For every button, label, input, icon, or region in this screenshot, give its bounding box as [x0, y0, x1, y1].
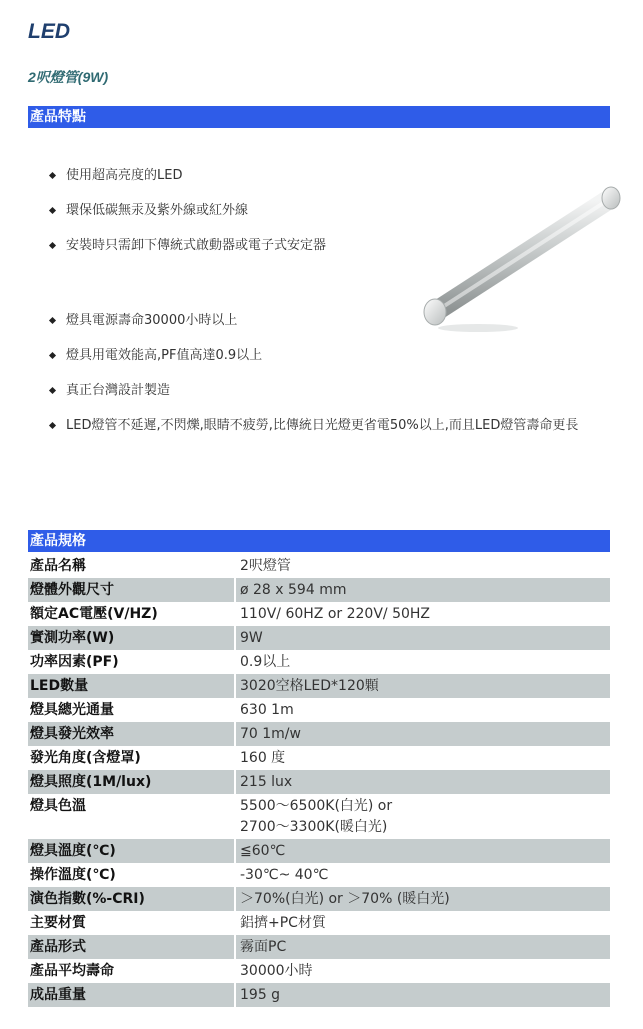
spec-value: ø 28 x 594 mm: [240, 582, 347, 598]
spec-label: LED數量: [28, 674, 236, 698]
spec-label: 成品重量: [28, 983, 236, 1007]
spec-row: [28, 602, 610, 626]
spec-row: [28, 863, 610, 887]
spec-row: [28, 578, 610, 602]
spec-label: 操作溫度(℃): [28, 863, 236, 887]
spec-label: 功率因素(PF): [28, 650, 236, 674]
spec-row: [28, 770, 610, 794]
spec-value: ≦60℃: [240, 843, 286, 859]
feature-text: 環保低碳無汞及紫外線或紅外線: [66, 203, 249, 218]
spec-label: 額定AC電壓(V/HZ): [28, 602, 236, 626]
spec-value: 5500～6500K(白光) or 2700～3300K(暖白光): [240, 798, 393, 835]
spec-label: 燈具照度(1M/lux): [28, 770, 236, 794]
diamond-bullet-icon: [49, 422, 56, 429]
spec-value: 9W: [240, 630, 263, 646]
spec-table: [28, 554, 610, 1007]
spec-value: 630 1m: [240, 702, 294, 718]
spec-label: 產品形式: [28, 935, 236, 959]
spec-row: [28, 722, 610, 746]
spec-row: [28, 935, 610, 959]
page-title: LED: [28, 20, 70, 43]
feature-item: [50, 416, 625, 435]
spec-row: [28, 674, 610, 698]
spec-row: [28, 698, 610, 722]
spec-row: [28, 626, 610, 650]
spec-value: 2呎燈管: [240, 558, 291, 574]
spec-label: 燈具總光通量: [28, 698, 236, 722]
spec-row: [28, 794, 610, 839]
page-subtitle: 2呎燈管(9W): [28, 69, 109, 85]
led-tube-product-image: [418, 178, 628, 338]
spec-label: 燈具發光效率: [28, 722, 236, 746]
spec-value: -30℃~ 40℃: [240, 867, 329, 883]
spec-value: 30000小時: [240, 963, 313, 979]
specs-section-header: 產品規格: [28, 530, 610, 552]
diamond-bullet-icon: [49, 352, 56, 359]
spec-value: ＞70%(白光) or ＞70% (暖白光): [240, 891, 450, 907]
feature-text: 燈具用電效能高,PF值高達0.9以上: [66, 348, 263, 363]
spec-label: 產品名稱: [28, 554, 236, 578]
spec-label: 燈體外觀尺寸: [28, 578, 236, 602]
spec-value: 3020空格LED*120顆: [240, 678, 379, 694]
diamond-bullet-icon: [49, 242, 56, 249]
spec-row: [28, 959, 610, 983]
spec-value: 160 度: [240, 750, 286, 766]
diamond-bullet-icon: [49, 172, 56, 179]
spec-row: [28, 911, 610, 935]
spec-value: 110V/ 60HZ or 220V/ 50HZ: [240, 606, 431, 622]
spec-value: 鋁擠+PC材質: [240, 915, 326, 931]
features-section-header: 產品特點: [28, 106, 610, 128]
spec-row: [28, 650, 610, 674]
feature-text: LED燈管不延遲,不閃爍,眼睛不疲勞,比傳統日光燈更省電50%以上,而且LED燈管壽命更長: [66, 418, 579, 433]
spec-value: 195 g: [240, 987, 281, 1003]
diamond-bullet-icon: [49, 387, 56, 394]
spec-label: 主要材質: [28, 911, 236, 935]
spec-value: 70 1m/w: [240, 726, 301, 742]
spec-row: [28, 839, 610, 863]
spec-row: [28, 554, 610, 578]
feature-text: 燈具電源壽命30000小時以上: [66, 313, 238, 328]
feature-text: 使用超高亮度的LED: [66, 168, 183, 183]
spec-label: 燈具色溫: [28, 794, 236, 839]
feature-item: [50, 346, 625, 365]
spec-label: 實測功率(W): [28, 626, 236, 650]
diamond-bullet-icon: [49, 317, 56, 324]
spec-value: 0.9以上: [240, 654, 291, 670]
spec-value: 霧面PC: [240, 939, 287, 955]
spec-row: [28, 887, 610, 911]
spec-row: [28, 983, 610, 1007]
spec-label: 發光角度(含燈罩): [28, 746, 236, 770]
diamond-bullet-icon: [49, 207, 56, 214]
feature-text: 安裝時只需卸下傳統式啟動器或電子式安定器: [66, 238, 327, 253]
feature-item: [50, 381, 625, 400]
spec-label: 演色指數(%-CRI): [28, 887, 236, 911]
spec-value: 215 lux: [240, 774, 293, 790]
spec-row: [28, 746, 610, 770]
feature-text: 真正台灣設計製造: [66, 383, 171, 398]
spec-label: 燈具溫度(℃): [28, 839, 236, 863]
spec-label: 產品平均壽命: [28, 959, 236, 983]
